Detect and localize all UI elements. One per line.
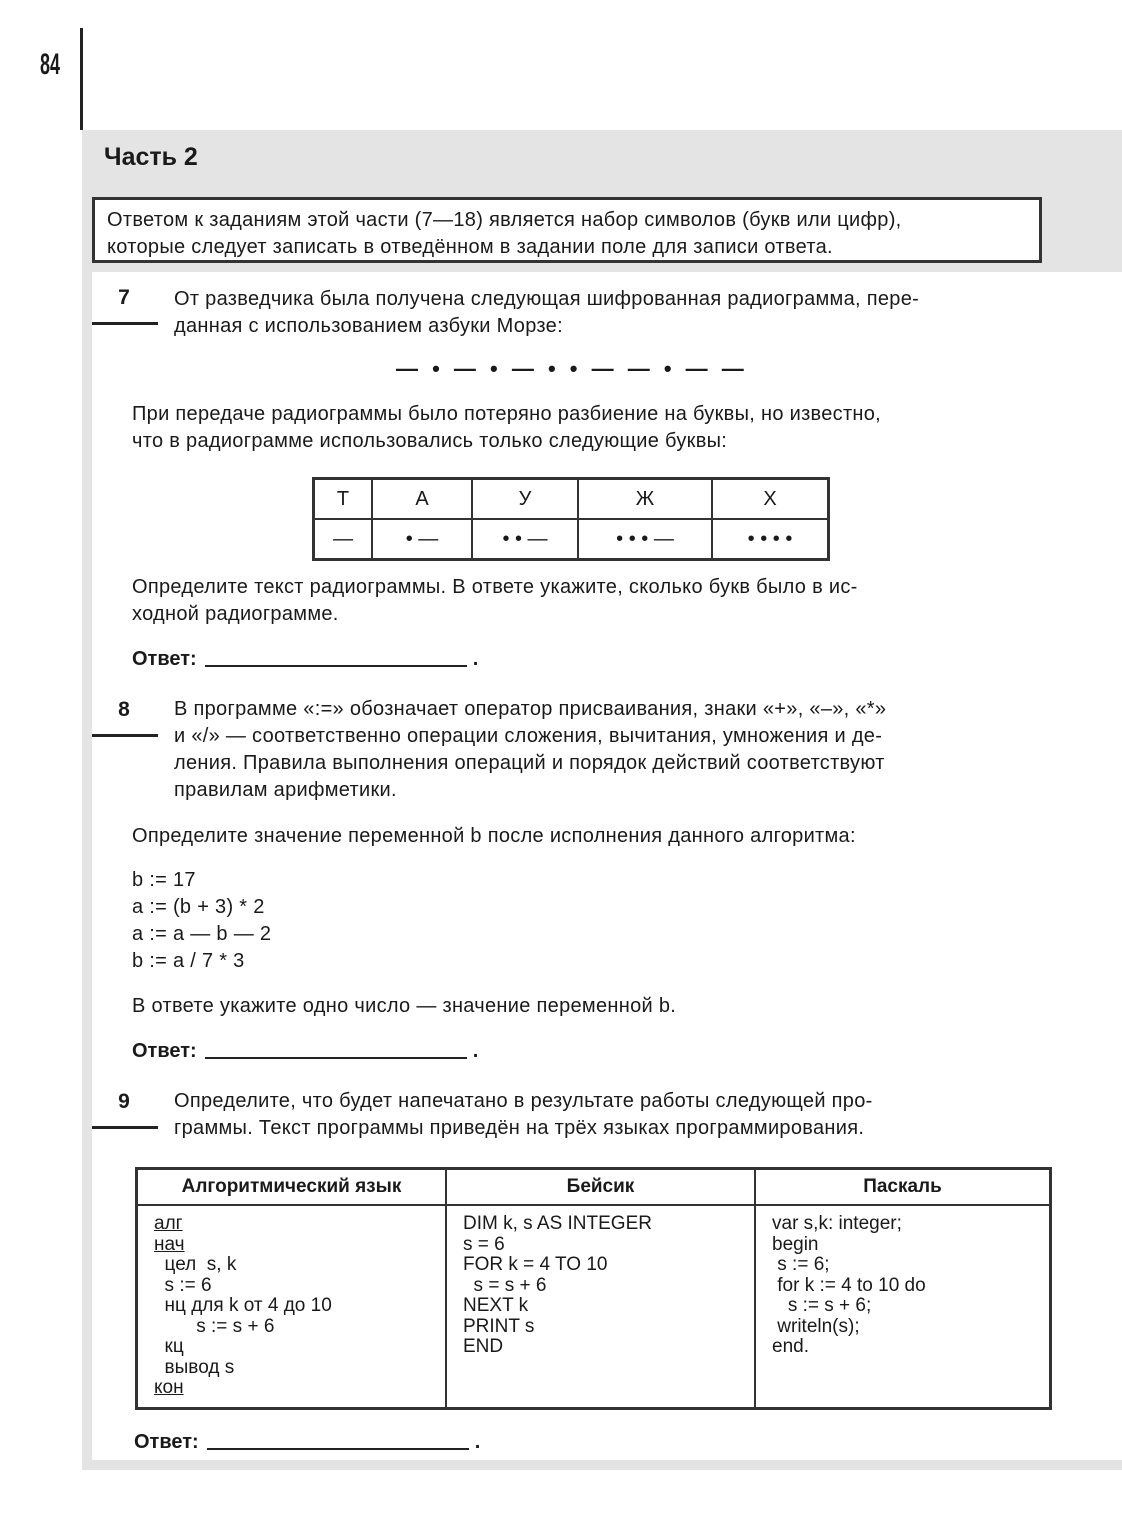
code-line: s := 6; xyxy=(772,1254,830,1275)
answer-field-7[interactable]: Ответ: . xyxy=(132,648,479,670)
text-line: От разведчика была получена следующая шифрованная радиограмма, пере- xyxy=(174,288,920,310)
answer-field-9[interactable]: Ответ: . xyxy=(134,1431,481,1453)
code-cell: — xyxy=(314,519,373,560)
text-line: ления. Правила выполнения операций и порядок действий соответствуют xyxy=(174,752,885,774)
code-cell: • • • — xyxy=(578,519,712,560)
instructions-box xyxy=(92,197,1042,263)
code-line: s := s + 6; xyxy=(772,1295,872,1316)
text-line: и «/» — соответственно операции сложения, вычитания, умножения и де- xyxy=(174,725,883,747)
answer-line[interactable] xyxy=(205,665,467,667)
text-line: При передаче радиограммы было потеряно разбиение на буквы, но известно, xyxy=(132,403,882,425)
task-number: 7 xyxy=(118,286,130,309)
code-line: цел s, k xyxy=(154,1254,237,1275)
task8-text xyxy=(174,696,886,804)
text-line: что в радиограмме использовались только следующие буквы: xyxy=(132,430,728,452)
text-line: Определите, что будет напечатано в результате работы следующей про- xyxy=(174,1090,873,1112)
basic-code xyxy=(446,1205,755,1408)
code-line: writeln(s); xyxy=(772,1315,860,1337)
task8-question: Определите значение переменной b после исполнения данного алгоритма: xyxy=(132,825,856,847)
task-number: 9 xyxy=(118,1090,130,1113)
text-line: ходной радиограмме. xyxy=(132,603,339,625)
task8-code xyxy=(132,867,271,975)
code-cell: • • • • xyxy=(712,519,829,560)
text-line: правилам арифметики. xyxy=(174,779,397,801)
answer-line[interactable] xyxy=(207,1448,469,1450)
margin-rule xyxy=(80,28,83,130)
code-line: end. xyxy=(772,1336,809,1357)
code-line: алг xyxy=(154,1213,183,1234)
code-line: a := (b + 3) * 2 xyxy=(132,896,265,918)
page-number: 84 xyxy=(40,48,61,81)
answer-label: Ответ: xyxy=(134,1431,199,1453)
code-line: DIM k, s AS INTEGER xyxy=(463,1213,652,1234)
task-number: 8 xyxy=(118,698,130,721)
answer-field-8[interactable]: Ответ: . xyxy=(132,1040,479,1062)
letter-cell: У xyxy=(472,479,578,520)
task7-text xyxy=(174,286,919,340)
text-line: В программе «:=» обозначает оператор присваивания, знаки «+», «–», «*» xyxy=(174,698,887,720)
letters-row xyxy=(314,479,829,520)
code-line: begin xyxy=(772,1233,819,1255)
program-table xyxy=(135,1167,1052,1410)
letter-cell: Т xyxy=(314,479,373,520)
letter-cell: Х xyxy=(712,479,829,520)
code-cell: • — xyxy=(372,519,472,560)
notice-line: Ответом к заданиям этой части (7—18) является набор символов (букв или цифр), xyxy=(107,209,902,231)
code-line: b := 17 xyxy=(132,869,196,891)
task-marker xyxy=(92,1126,158,1129)
code-line: NEXT k xyxy=(463,1295,529,1316)
header-pascal: Паскаль xyxy=(755,1169,1051,1206)
task7-text2 xyxy=(132,401,881,455)
code-line: b := a / 7 * 3 xyxy=(132,950,245,972)
answer-label: Ответ: xyxy=(132,648,197,670)
code-line: вывод s xyxy=(154,1356,235,1378)
pascal-code xyxy=(755,1205,1051,1408)
task-marker xyxy=(92,734,158,737)
code-line: END xyxy=(463,1336,504,1357)
code-line: нач xyxy=(154,1233,185,1255)
code-line: a := a — b — 2 xyxy=(132,923,272,945)
letter-cell: А xyxy=(372,479,472,520)
code-line: FOR k = 4 TO 10 xyxy=(463,1254,608,1275)
task7-question xyxy=(132,574,858,628)
text-line: Определите текст радиограммы. В ответе укажите, сколько букв было в ис- xyxy=(132,576,858,598)
algorithmic-code xyxy=(137,1205,447,1408)
code-line: s = s + 6 xyxy=(463,1274,547,1296)
code-line: for k := 4 to 10 do xyxy=(772,1274,926,1296)
code-line: s := 6 xyxy=(154,1274,212,1296)
letter-cell: Ж xyxy=(578,479,712,520)
code-line: кон xyxy=(154,1377,184,1398)
part-title: Часть 2 xyxy=(104,143,198,171)
code-line: s = 6 xyxy=(463,1233,505,1255)
header-basic: Бейсик xyxy=(446,1169,755,1206)
task-marker xyxy=(92,322,158,325)
code-line: кц xyxy=(154,1336,184,1357)
code-cell: • • — xyxy=(472,519,578,560)
morse-table xyxy=(312,477,830,561)
text-line: граммы. Текст программы приведён на трёх языках программирования. xyxy=(174,1117,865,1139)
notice-line: которые следует записать в отведённом в задании поле для записи ответа. xyxy=(107,236,833,258)
codes-row xyxy=(314,519,829,560)
text-line: данная с использованием азбуки Морзе: xyxy=(174,315,563,337)
header-algorithmic: Алгоритмический язык xyxy=(137,1169,447,1206)
code-line: var s,k: integer; xyxy=(772,1213,902,1234)
code-line: нц для k от 4 до 10 xyxy=(154,1295,332,1316)
task9-text xyxy=(174,1088,873,1142)
morse-message: — • — • — • • — — • — — xyxy=(396,356,748,381)
task8-note: В ответе укажите одно число — значение переменной b. xyxy=(132,995,677,1017)
code-line: PRINT s xyxy=(463,1315,535,1337)
answer-label: Ответ: xyxy=(132,1040,197,1062)
code-line: s := s + 6 xyxy=(154,1315,275,1337)
answer-line[interactable] xyxy=(205,1057,467,1059)
